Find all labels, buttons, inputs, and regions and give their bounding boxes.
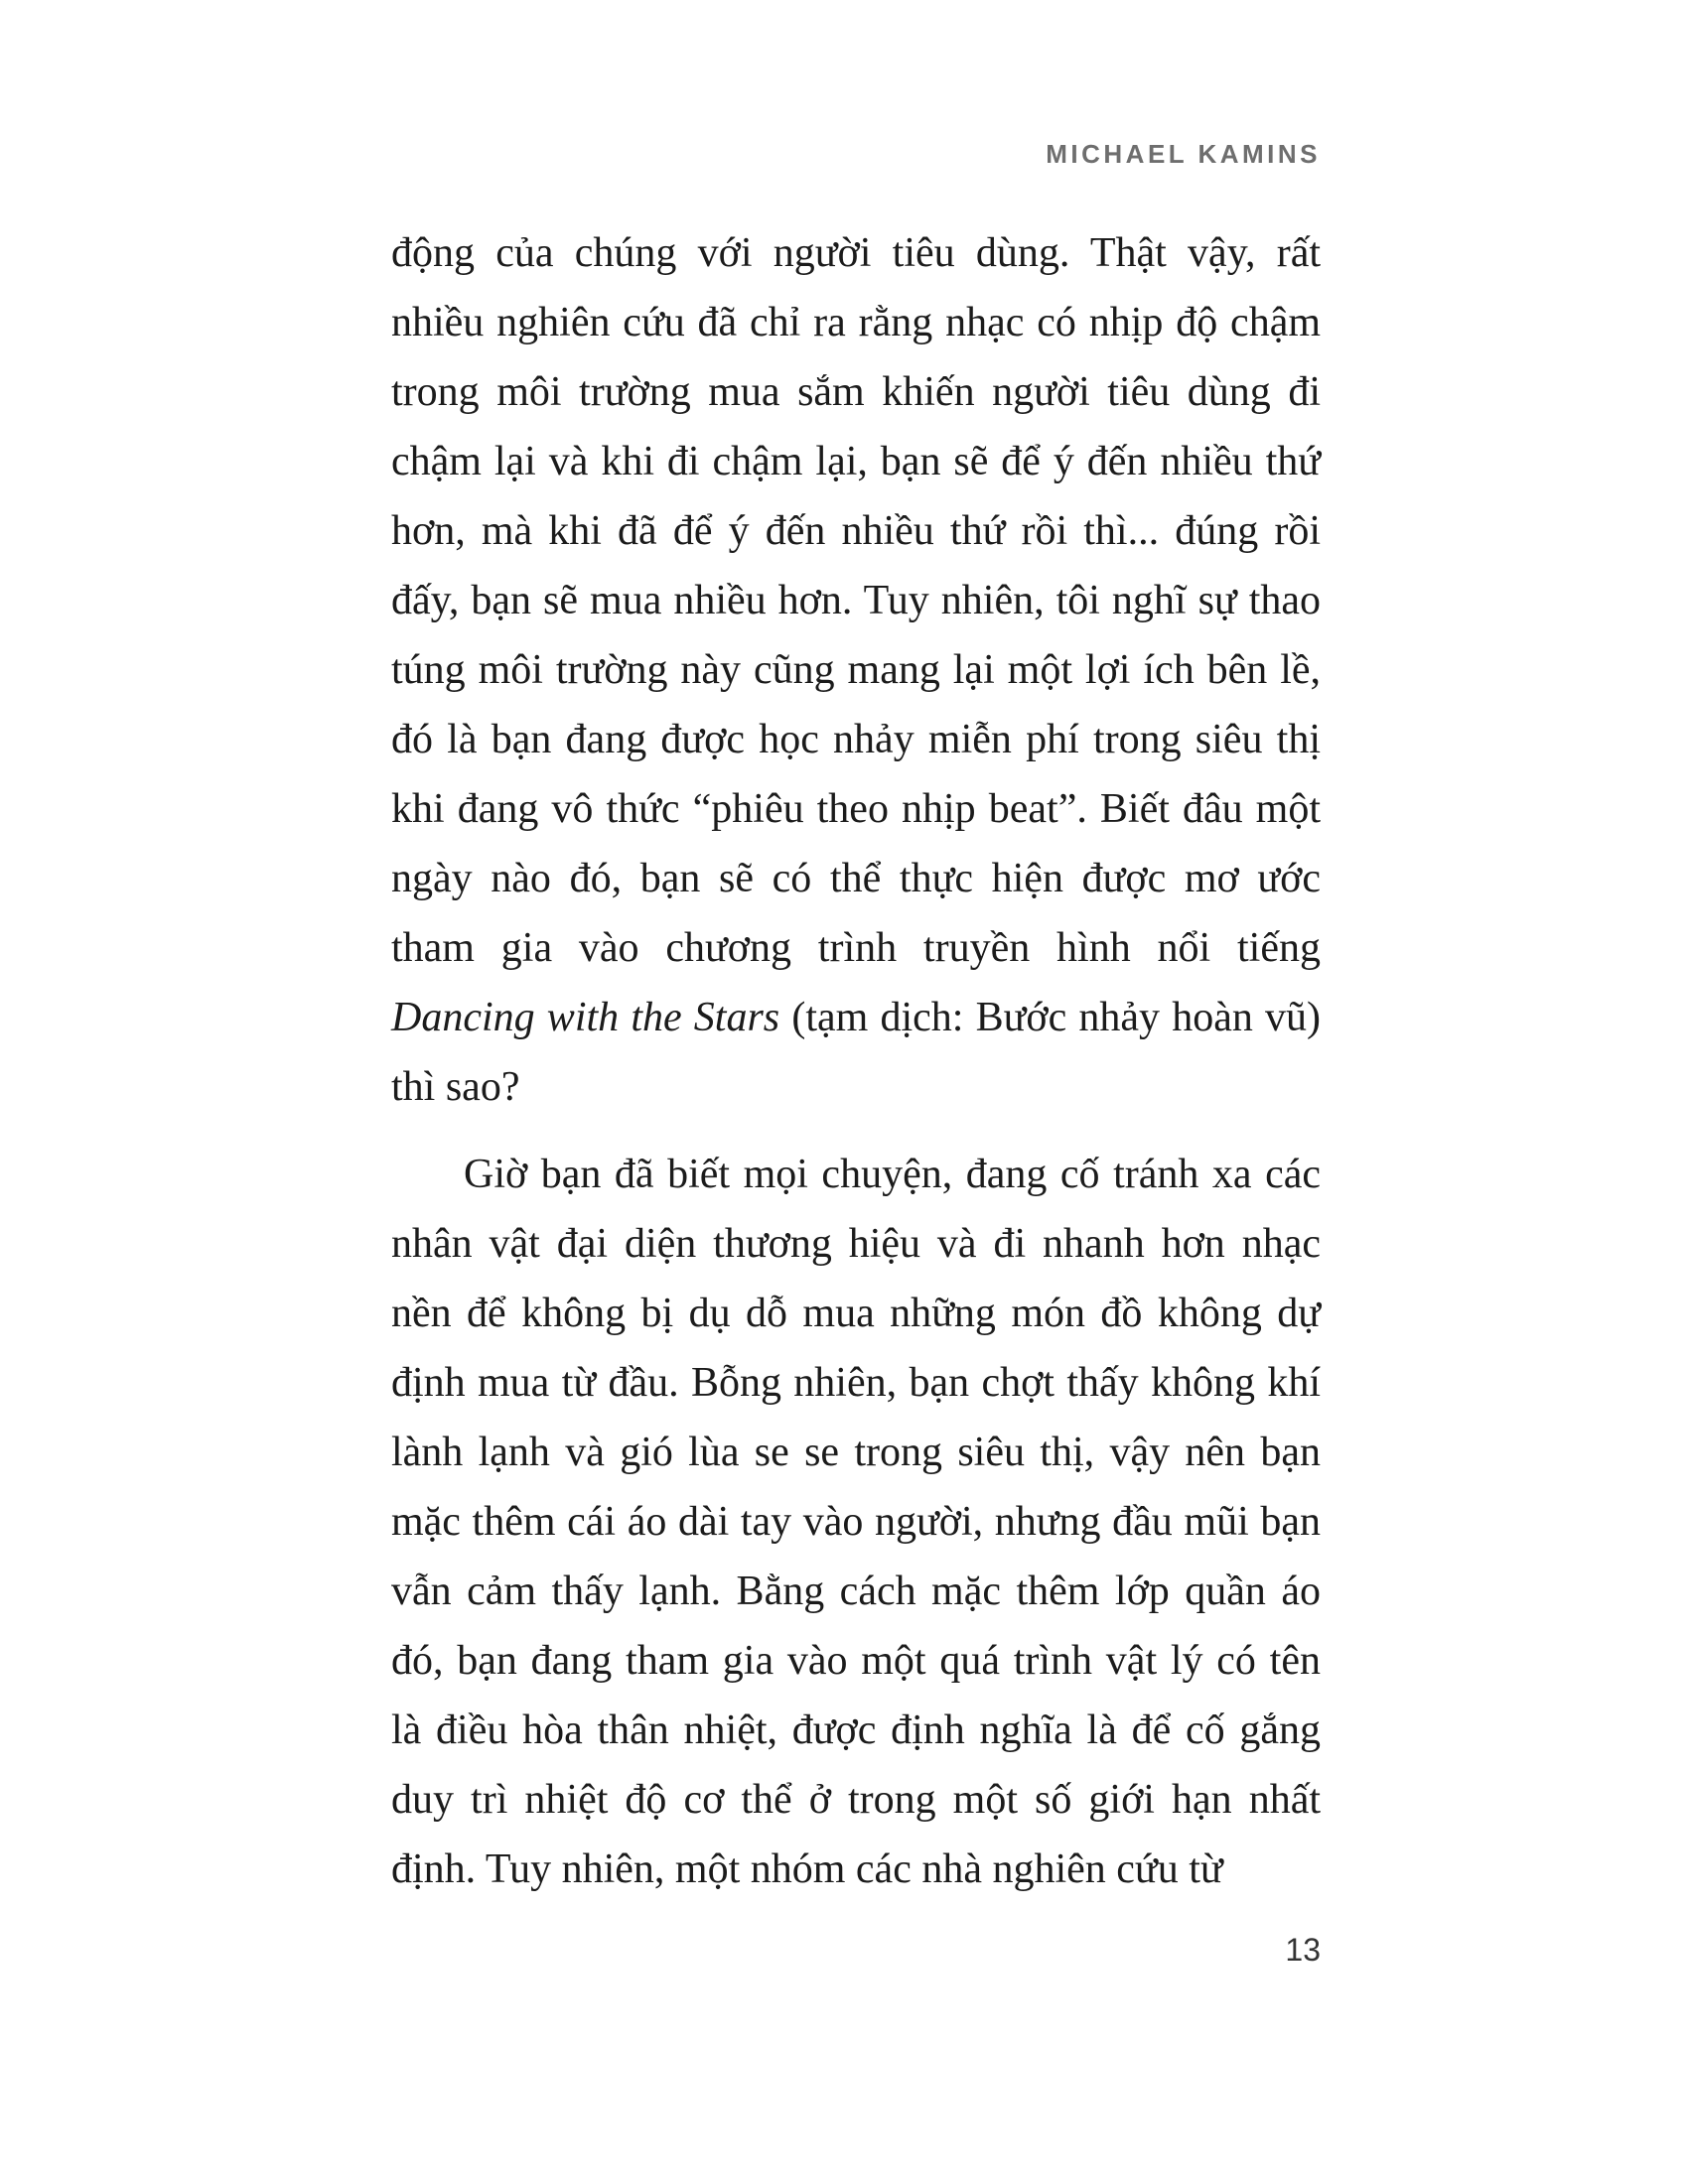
running-header-author: MICHAEL KAMINS [1046, 139, 1321, 169]
show-title-italic: Dancing with the Stars [391, 995, 780, 1040]
paragraph-text: (tạm dịch: Bước nhảy hoàn vũ) thì sao? [391, 995, 1322, 1110]
paragraph: Giờ bạn đã biết mọi chuyện, đang cố tránh xa các nhân vật đại diện thương hiệu và đi nhanh hơn nhạc nền để không bị dụ dỗ mua những món đồ không dự định mua từ đầu. Bỗng nhiên, bạn chợt thấy không khí lành lạnh và gió lùa se se trong siêu thị, vậy nên bạn mặc thêm cái áo dài tay vào người, nhưng đầu mũi bạn vẫn cảm thấy lạnh. Bằng cách mặc thêm lớp quần áo đó, bạn đang tham gia vào một quá trình vật lý có tên là điều hòa thân nhiệt, được định nghĩa là để cố gắng duy trì nhiệt độ cơ thể ở trong một số giới hạn nhất định. Tuy nhiên, một nhóm các nhà nghiên cứu từ [391, 1152, 1321, 1892]
page-number: 13 [1285, 1932, 1321, 1968]
paragraph [391, 218, 1321, 1122]
text-column [391, 0, 1321, 1970]
paragraph-text: động của chúng với người tiêu dùng. Thật vậy, rất nhiều nghiên cứu đã chỉ ra rằng nhạc có nhịp độ chậm trong môi trường mua sắm khiến người tiêu dùng đi chậm lại và khi đi chậm lại, bạn sẽ để ý đến nhiều thứ hơn, mà khi đã để ý đến nhiều thứ rồi thì... đúng rồi đấy, bạn sẽ mua nhiều hơn. Tuy nhiên, tôi nghĩ sự thao túng môi trường này cũng mang lại một lợi ích bên lề, đó là bạn đang được học nhảy miễn phí trong siêu thị khi đang vô thức “phiêu theo nhịp beat”. Biết đâu một ngày nào đó, bạn sẽ có thể thực hiện được mơ ước tham gia vào chương trình truyền hình nổi tiếng [391, 230, 1321, 971]
